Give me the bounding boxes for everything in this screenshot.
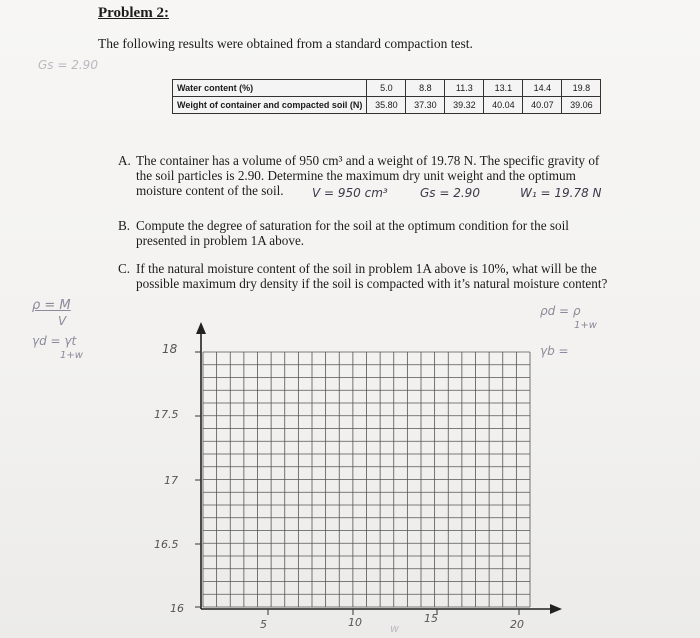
question-letter: B.	[118, 218, 131, 233]
y-tick-label: 17.5	[154, 408, 179, 421]
question-line: possible maximum dry density if the soil is compacted with it’s natural moisture content?	[136, 276, 608, 291]
question-line: The container has a volume of 950 cm³ and a weight of 19.78 N. The specific gravity of	[136, 153, 600, 168]
problem-heading: Problem 2:	[98, 5, 169, 21]
table-cell: 40.07	[523, 97, 562, 114]
question-letter: C.	[118, 261, 131, 276]
handwritten-rho: ρ = M	[32, 298, 71, 313]
table-cell: 8.8	[406, 80, 445, 97]
table-cell: 13.1	[484, 80, 523, 97]
y-tick-label: 16	[170, 602, 184, 615]
x-tick-label: 15	[424, 612, 438, 625]
x-tick-label: 10	[348, 616, 362, 629]
table-cell: 5.0	[367, 80, 406, 97]
row-label-weight: Weight of container and compacted soil (N)	[173, 97, 367, 114]
x-hint-handwriting: w	[390, 622, 399, 635]
y-tick-label: 16.5	[154, 538, 179, 551]
margin-note: Gs = 2.90	[38, 58, 98, 72]
handwritten-rho-d-denominator: 1+w	[574, 320, 597, 331]
handwritten-gamma-d: γd = γt	[32, 334, 77, 348]
x-axis-arrow	[550, 604, 562, 614]
intro-text: The following results were obtained from a standard compaction test.	[98, 36, 473, 51]
table-cell: 39.06	[562, 97, 601, 114]
handwritten-weight: W₁ = 19.78 N	[520, 186, 602, 200]
table-cell: 14.4	[523, 80, 562, 97]
handwritten-gamma-denominator: 1+w	[60, 350, 83, 361]
table-cell: 39.32	[445, 97, 484, 114]
handwritten-gamma-b: γb =	[540, 344, 569, 358]
row-label-water-content: Water content (%)	[173, 80, 367, 97]
table-cell: 40.04	[484, 97, 523, 114]
question-line: moisture content of the soil.	[136, 183, 284, 198]
x-tick-label: 20	[510, 618, 524, 631]
table-cell: 35.80	[367, 97, 406, 114]
question-letter: A.	[118, 153, 131, 168]
x-tick-label: 5	[260, 618, 267, 631]
y-axis-arrow	[196, 322, 206, 334]
table-cell: 11.3	[445, 80, 484, 97]
table-cell: 19.8	[562, 80, 601, 97]
table-cell: 37.30	[406, 97, 445, 114]
question-line: Compute the degree of saturation for the soil at the optimum condition for the soil	[136, 218, 569, 233]
y-tick-label: 17	[164, 474, 178, 487]
question-line: the soil particles is 2.90. Determine the maximum dry unit weight and the optimum	[136, 168, 576, 183]
y-tick-label: 18	[162, 342, 178, 356]
handwritten-gs: Gs = 2.90	[420, 186, 480, 200]
handwritten-rho-denominator: V	[58, 314, 67, 328]
handwritten-volume: V = 950 cm³	[312, 186, 388, 200]
question-line: If the natural moisture content of the soil in problem 1A above is 10%, what will be the	[136, 261, 597, 276]
handwritten-rho-d: ρd = ρ	[540, 304, 581, 318]
question-line: presented in problem 1A above.	[136, 233, 305, 248]
